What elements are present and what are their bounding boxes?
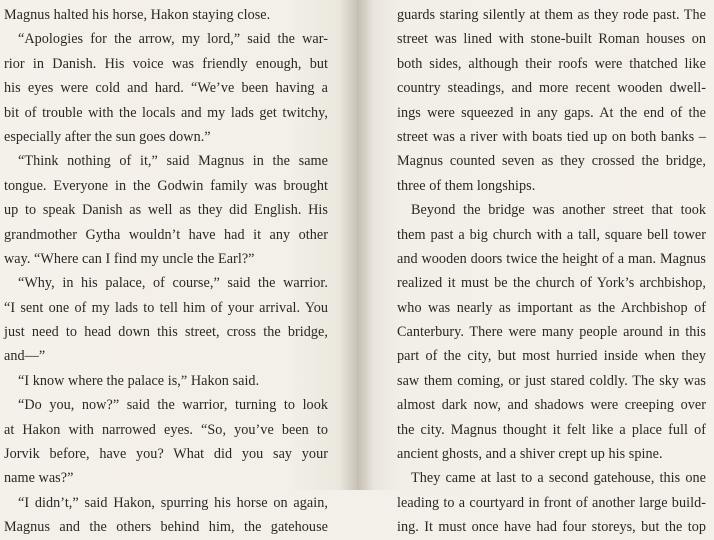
right-page-text-line: street was lined with stone-built Roman houses on: [397, 31, 706, 48]
right-page-text-line: three of them longships.: [397, 177, 536, 194]
left-page-text-line: up to speak Danish as well as they did English. His: [4, 202, 328, 219]
right-page-text-line: guards staring silently at them as they rode past. The: [397, 7, 706, 23]
left-page-text-line: “Do you, now?” said the warrior, turning to look: [18, 397, 328, 414]
right-page: [357, 0, 714, 536]
right-page-text-line: street was a river with boats tied up on both banks –: [397, 128, 706, 145]
left-page-text-line: “I didn’t,” said Hakon, spurring his horse on again,: [18, 494, 328, 511]
left-page-text-line: at Hakon with narrowed eyes. “So, you’ve been to: [4, 421, 328, 438]
left-page: [0, 0, 357, 536]
right-page-text: [397, 3, 706, 540]
left-page-text-line: way. “Where can I find my uncle the Earl?”: [4, 250, 255, 267]
left-page-text-line: “Think nothing of it,” said Magnus in the same: [18, 153, 328, 170]
right-page-text-line: almost dark now, and shadows were creeping over: [397, 397, 706, 414]
left-page-text-line: just need to head down this street, cross the bridge,: [4, 324, 328, 341]
left-page-text-line: especially after the sun goes down.”: [4, 128, 211, 145]
left-page-text-line: Magnus halted his horse, Hakon staying close.: [4, 7, 271, 23]
right-page-text-line: both sides, although their roofs were thatched like: [397, 55, 706, 72]
right-page-text-line: Canterbury. There were many people around in this: [397, 324, 706, 341]
right-page-text-line: realized it must be the church of York’s archbishop,: [397, 275, 706, 292]
left-page-text-line: “Apologies for the arrow, my lord,” said the war-: [18, 31, 328, 48]
right-page-text-line: Beyond the bridge was another street that took: [411, 202, 706, 219]
right-page-text-line: Magnus counted seven as they crossed the bridge,: [397, 153, 706, 170]
left-page-text-line: “I sent one of my lads to tell him of your arrival. You: [4, 299, 328, 316]
right-page-text-line: part of the city, but most hurried inside when they: [397, 348, 706, 365]
left-page-text-line: and—”: [4, 348, 46, 365]
right-page-text-line: who was nearly as important as the Archbishop of: [397, 299, 706, 316]
right-page-text-line: ancient ghosts, and a shiver crept up his spine.: [397, 446, 663, 463]
right-page-text-line: leading to a courtyard in front of another large build-: [397, 494, 706, 511]
right-page-text-line: them past a big church with a tall, square bell tower: [397, 226, 706, 243]
left-page-text-line: his eyes were cold and hard. “We’ve been having a: [4, 80, 328, 97]
right-page-text-line: country steadings, and more recent wooden dwell-: [397, 80, 706, 97]
left-page-text-line: grandmother Gytha wouldn’t have had it any other: [4, 226, 328, 243]
right-page-text-line: the city. Magnus thought it felt like a place full of: [397, 421, 706, 438]
right-page-text-line: and wooden doors twice the height of a man. Magnus: [397, 250, 706, 267]
right-page-text-line: ing. It must once have had four storeys, but the top: [397, 519, 706, 536]
left-page-text-line: Magnus and the others behind him, the gatehouse: [4, 519, 328, 536]
right-page-text-line: saw them coming, or just stared coldly. The sky was: [397, 372, 706, 389]
right-page-text-line: They came at last to a second gatehouse, this one: [411, 470, 706, 487]
left-page-text-line: bit of trouble with the locals and my lads get twitchy,: [4, 104, 328, 121]
left-page-text-line: rior in Danish. His voice was friendly enough, but: [4, 55, 328, 72]
left-page-text-line: name was?”: [4, 470, 74, 487]
left-page-text: [4, 3, 328, 540]
left-page-text-line: Jorvik before, have you? What did you say your: [4, 446, 328, 463]
left-page-text-line: “Why, in his palace, of course,” said the warrior.: [18, 275, 328, 292]
left-page-text-line: “I know where the palace is,” Hakon said.: [18, 372, 260, 389]
left-page-text-line: tongue. Everyone in the Godwin family was brought: [4, 177, 328, 194]
right-page-text-line: ings were squeezed in any gaps. At the end of the: [397, 104, 706, 121]
